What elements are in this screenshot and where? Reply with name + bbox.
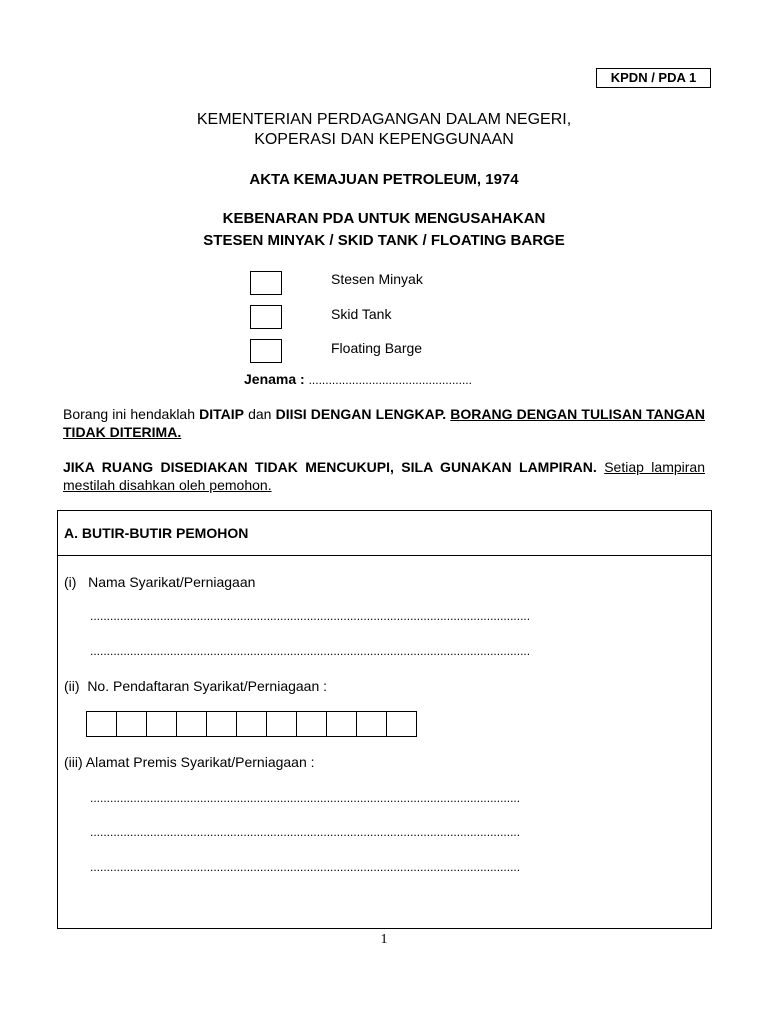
- registration-digit-cell[interactable]: [117, 711, 147, 737]
- address-line-2[interactable]: .................................................................................................................................: [90, 825, 521, 839]
- permit-title-line-1: KEBENARAN PDA UNTUK MENGUSAHAKAN: [222, 210, 546, 227]
- jenama-label: Jenama :: [244, 371, 305, 387]
- option-label-stesen-minyak: Stesen Minyak: [331, 271, 423, 287]
- company-name-line-1[interactable]: ....................................................................................................................................: [90, 609, 531, 623]
- registration-digit-cell[interactable]: [387, 711, 417, 737]
- registration-digit-cell[interactable]: [87, 711, 117, 737]
- registration-digit-cell[interactable]: [327, 711, 357, 737]
- checkbox-floating-barge[interactable]: [250, 339, 282, 363]
- section-a-heading: A. BUTIR-BUTIR PEMOHON: [64, 525, 249, 541]
- registration-digit-cell[interactable]: [207, 711, 237, 737]
- ministry-line-1: KEMENTERIAN PERDAGANGAN DALAM NEGERI,: [196, 111, 572, 128]
- jenama-field[interactable]: [244, 371, 472, 387]
- instruction-paragraph-2: JIKA RUANG DISEDIAKAN TIDAK MENCUKUPI, SILA GUNAKAN LAMPIRAN. Setiap lampiran mestilah disahkan oleh pemohon.: [63, 459, 705, 493]
- instruction-paragraph-1: Borang ini hendaklah DITAIP dan DIISI DENGAN LENGKAP. BORANG DENGAN TULISAN TANGAN TIDAK DITERIMA.: [63, 406, 706, 440]
- registration-digit-cell[interactable]: [357, 711, 387, 737]
- page-number: 1: [380, 932, 388, 947]
- ministry-line-2: KOPERASI DAN KEPENGGUNAAN: [254, 131, 514, 148]
- act-title: AKTA KEMAJUAN PETROLEUM, 1974: [249, 171, 519, 188]
- permit-title-line-2: STESEN MINYAK / SKID TANK / FLOATING BARGE: [203, 232, 565, 249]
- checkbox-stesen-minyak[interactable]: [250, 271, 282, 295]
- field-label-company-name: (i) Nama Syarikat/Perniagaan: [64, 574, 256, 590]
- section-a-box: [57, 510, 712, 929]
- option-label-skid-tank: Skid Tank: [331, 306, 392, 322]
- jenama-dots: .................................................: [308, 373, 472, 387]
- checkbox-skid-tank[interactable]: [250, 305, 282, 329]
- form-code-box: KPDN / PDA 1: [596, 68, 711, 88]
- field-label-registration-no: (ii) No. Pendaftaran Syarikat/Perniagaan :: [64, 678, 328, 694]
- registration-no-grid[interactable]: [86, 711, 417, 737]
- company-name-line-2[interactable]: ....................................................................................................................................: [90, 644, 531, 658]
- registration-digit-cell[interactable]: [237, 711, 267, 737]
- registration-digit-cell[interactable]: [267, 711, 297, 737]
- registration-digit-cell[interactable]: [147, 711, 177, 737]
- option-label-floating-barge: Floating Barge: [331, 340, 423, 356]
- registration-digit-cell[interactable]: [297, 711, 327, 737]
- address-line-3[interactable]: .................................................................................................................................: [90, 860, 521, 874]
- registration-digit-cell[interactable]: [177, 711, 207, 737]
- address-line-1[interactable]: .................................................................................................................................: [90, 791, 521, 805]
- field-label-premises-address: (iii) Alamat Premis Syarikat/Perniagaan :: [64, 754, 315, 770]
- section-a-header: [58, 511, 711, 556]
